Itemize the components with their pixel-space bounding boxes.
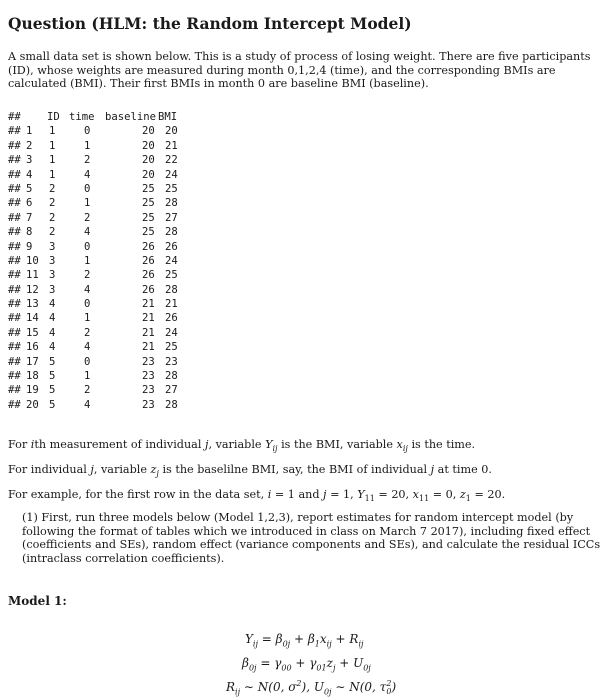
cell-bmi: 21 xyxy=(165,139,178,152)
equation-level-1: $Y_{ij} = \beta_{0j} + \beta_1x_{ij} + R_{ij}$ xyxy=(245,632,364,649)
table-row xyxy=(8,168,178,182)
cell-id: 5 xyxy=(49,384,56,397)
cell-time: 4 xyxy=(84,168,91,181)
cell-bmi: 21 xyxy=(165,298,178,311)
row-prefix: ## xyxy=(8,139,21,152)
cell-bmi: 25 xyxy=(165,341,178,354)
row-number: 11 xyxy=(26,269,39,282)
row-number: 18 xyxy=(26,370,39,383)
cell-baseline: 26 xyxy=(142,269,155,282)
table-row xyxy=(8,196,178,210)
table-row xyxy=(8,211,178,225)
cell-time: 4 xyxy=(84,226,91,239)
equation-distributions: $R_{ij}$ ∼ N(0, $\sigma^2$), $U_{0j}$ ∼ N(0, $\tau^2_0$) xyxy=(226,679,397,697)
cell-time: 0 xyxy=(84,355,91,368)
cell-time: 4 xyxy=(84,398,91,411)
cell-bmi: 23 xyxy=(165,355,178,368)
cell-bmi: 28 xyxy=(165,283,178,296)
cell-baseline: 20 xyxy=(142,168,155,181)
column-header: ID xyxy=(47,111,60,123)
cell-baseline: 23 xyxy=(142,370,155,383)
row-prefix: ## xyxy=(8,154,21,167)
cell-bmi: 24 xyxy=(165,168,178,181)
row-prefix: ## xyxy=(8,211,21,224)
table-row xyxy=(8,182,178,196)
cell-id: 1 xyxy=(49,139,56,152)
row-number: 9 xyxy=(26,240,33,253)
cell-id: 4 xyxy=(49,326,56,339)
row-number: 17 xyxy=(26,355,39,368)
cell-id: 2 xyxy=(49,182,56,195)
cell-time: 1 xyxy=(84,254,91,267)
cell-id: 5 xyxy=(49,355,56,368)
table-row xyxy=(8,240,178,254)
cell-baseline: 26 xyxy=(142,240,155,253)
cell-bmi: 26 xyxy=(165,312,178,325)
row-number: 4 xyxy=(26,168,33,181)
cell-id: 5 xyxy=(49,398,56,411)
row-number: 2 xyxy=(26,139,33,152)
cell-time: 2 xyxy=(84,211,91,224)
definition-paragraph-2: For individual j, variable $z_j$ is the baselilne BMI, say, the BMI of individual j at time 0. xyxy=(8,463,492,479)
cell-time: 0 xyxy=(84,125,91,138)
table-row xyxy=(8,355,178,369)
cell-baseline: 25 xyxy=(142,211,155,224)
row-prefix: ## xyxy=(8,355,21,368)
row-prefix: ## xyxy=(8,226,21,239)
row-prefix: ## xyxy=(8,398,21,411)
model-1-label: Model 1: xyxy=(8,594,67,608)
example-paragraph: For example, for the first row in the data set, i = 1 and j = 1, $Y_{11} = 20$, $x_{11} = 0$, $z_1 = 20$. xyxy=(8,488,506,504)
cell-time: 2 xyxy=(84,326,91,339)
cell-baseline: 25 xyxy=(142,182,155,195)
row-number: 12 xyxy=(26,283,39,296)
row-number: 7 xyxy=(26,211,33,224)
column-header: BMI xyxy=(158,111,178,123)
intro-paragraph: A small data set is shown below. This is a study of process of losing weight. There are five participants (ID), whose weights are measured during month 0,1,2,4 (time), and the corresponding BMIs are calculated (BMI). Their first BMIs in month 0 are baseline BMI (baseline). xyxy=(8,50,591,91)
cell-id: 5 xyxy=(49,370,56,383)
cell-bmi: 27 xyxy=(165,211,178,224)
row-prefix: ## xyxy=(8,125,21,138)
table-row xyxy=(8,124,178,138)
row-number: 19 xyxy=(26,384,39,397)
cell-baseline: 21 xyxy=(142,312,155,325)
cell-baseline: 21 xyxy=(142,298,155,311)
cell-bmi: 20 xyxy=(165,125,178,138)
cell-bmi: 25 xyxy=(165,269,178,282)
table-row xyxy=(8,398,178,412)
row-prefix: ## xyxy=(8,341,21,354)
row-prefix: ## xyxy=(8,254,21,267)
row-prefix: ## xyxy=(8,370,21,383)
row-number: 15 xyxy=(26,326,39,339)
cell-time: 2 xyxy=(84,154,91,167)
row-number: 5 xyxy=(26,182,33,195)
table-row xyxy=(8,283,178,297)
cell-id: 2 xyxy=(49,211,56,224)
cell-bmi: 24 xyxy=(165,254,178,267)
table-body xyxy=(8,124,178,412)
cell-baseline: 21 xyxy=(142,326,155,339)
table-row xyxy=(8,139,178,153)
table-row xyxy=(8,268,178,282)
cell-bmi: 26 xyxy=(165,240,178,253)
row-number: 6 xyxy=(26,197,33,210)
row-prefix: ## xyxy=(8,326,21,339)
cell-id: 3 xyxy=(49,269,56,282)
cell-id: 4 xyxy=(49,341,56,354)
table-row xyxy=(8,225,178,239)
row-prefix: ## xyxy=(8,298,21,311)
row-number: 8 xyxy=(26,226,33,239)
row-prefix: ## xyxy=(8,384,21,397)
cell-time: 2 xyxy=(84,269,91,282)
row-prefix: ## xyxy=(8,283,21,296)
cell-baseline: 25 xyxy=(142,197,155,210)
cell-baseline: 23 xyxy=(142,384,155,397)
row-prefix: ## xyxy=(8,111,21,123)
cell-baseline: 20 xyxy=(142,125,155,138)
cell-id: 3 xyxy=(49,240,56,253)
row-prefix: ## xyxy=(8,312,21,325)
cell-id: 1 xyxy=(49,125,56,138)
cell-id: 2 xyxy=(49,197,56,210)
table-row xyxy=(8,153,178,167)
cell-time: 2 xyxy=(84,384,91,397)
cell-baseline: 23 xyxy=(142,355,155,368)
cell-time: 4 xyxy=(84,341,91,354)
row-prefix: ## xyxy=(8,168,21,181)
row-prefix: ## xyxy=(8,240,21,253)
cell-bmi: 28 xyxy=(165,197,178,210)
cell-bmi: 22 xyxy=(165,154,178,167)
cell-id: 3 xyxy=(49,283,56,296)
row-number: 1 xyxy=(26,125,33,138)
cell-baseline: 20 xyxy=(142,154,155,167)
table-row xyxy=(8,254,178,268)
cell-time: 1 xyxy=(84,197,91,210)
table-row xyxy=(8,340,178,354)
cell-id: 1 xyxy=(49,154,56,167)
cell-bmi: 28 xyxy=(165,226,178,239)
row-prefix: ## xyxy=(8,269,21,282)
cell-time: 1 xyxy=(84,370,91,383)
row-number: 13 xyxy=(26,298,39,311)
cell-baseline: 21 xyxy=(142,341,155,354)
cell-time: 4 xyxy=(84,283,91,296)
cell-id: 4 xyxy=(49,298,56,311)
definition-paragraph-1: For ith measurement of individual j, variable $Y_{ij}$ is the BMI, variable $x_{ij}$ is the time. xyxy=(8,438,476,454)
cell-time: 1 xyxy=(84,312,91,325)
cell-id: 3 xyxy=(49,254,56,267)
row-number: 20 xyxy=(26,398,39,411)
cell-bmi: 24 xyxy=(165,326,178,339)
table-header-row xyxy=(8,110,178,124)
question-title: Question (HLM: the Random Intercept Model) xyxy=(8,14,412,33)
equation-level-2: $\beta_{0j} = \gamma_{00} + \gamma_{01}z_j + U_{0j}$ xyxy=(242,656,371,673)
data-table xyxy=(8,110,178,412)
cell-time: 1 xyxy=(84,139,91,152)
cell-time: 0 xyxy=(84,182,91,195)
cell-bmi: 28 xyxy=(165,398,178,411)
cell-bmi: 27 xyxy=(165,384,178,397)
cell-time: 0 xyxy=(84,240,91,253)
cell-baseline: 23 xyxy=(142,398,155,411)
row-number: 16 xyxy=(26,341,39,354)
cell-bmi: 25 xyxy=(165,182,178,195)
cell-baseline: 20 xyxy=(142,139,155,152)
cell-baseline: 25 xyxy=(142,226,155,239)
cell-baseline: 26 xyxy=(142,283,155,296)
task-item-1: (1) First, run three models below (Model 1,2,3), report estimates for random intercept model (by following the format of tables which we introduced in class on March 7 2017), including fixed effect (coefficients and SEs), random effect (variance components and SEs), and calculate the residual ICCs (intraclass correlation coefficients). xyxy=(22,511,601,565)
cell-id: 4 xyxy=(49,312,56,325)
cell-baseline: 26 xyxy=(142,254,155,267)
row-prefix: ## xyxy=(8,182,21,195)
table-row xyxy=(8,383,178,397)
cell-id: 2 xyxy=(49,226,56,239)
cell-time: 0 xyxy=(84,298,91,311)
table-row xyxy=(8,326,178,340)
table-row xyxy=(8,311,178,325)
table-row xyxy=(8,369,178,383)
row-number: 14 xyxy=(26,312,39,325)
row-prefix: ## xyxy=(8,197,21,210)
cell-bmi: 28 xyxy=(165,370,178,383)
row-number: 3 xyxy=(26,154,33,167)
table-row xyxy=(8,297,178,311)
column-header: time xyxy=(69,111,95,123)
cell-id: 1 xyxy=(49,168,56,181)
row-number: 10 xyxy=(26,254,39,267)
column-header: baseline xyxy=(105,111,157,123)
